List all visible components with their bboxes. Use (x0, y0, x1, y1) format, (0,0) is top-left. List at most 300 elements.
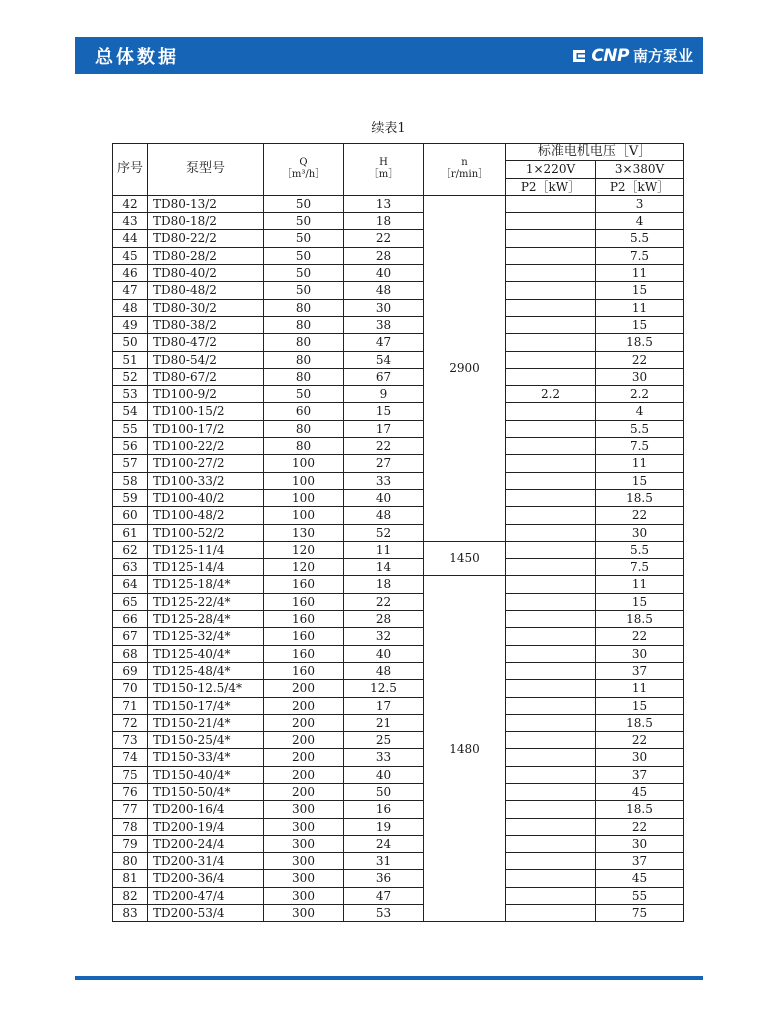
flow-value: 100 (264, 472, 344, 489)
flow-value: 80 (264, 420, 344, 437)
header-voltage: 标准电机电压［V］ (506, 144, 684, 161)
pump-model: TD80-18/2 (148, 213, 264, 230)
single-phase-power (506, 334, 596, 351)
header-flow-symbol: Q (299, 157, 308, 169)
row-number: 83 (113, 905, 148, 922)
speed-value: 2900 (424, 195, 506, 541)
single-phase-power (506, 611, 596, 628)
row-number: 62 (113, 541, 148, 558)
head-value: 48 (344, 282, 424, 299)
table-row (113, 403, 684, 420)
table-row (113, 887, 684, 904)
single-phase-power (506, 680, 596, 697)
head-value: 40 (344, 489, 424, 506)
pump-model: TD200-24/4 (148, 835, 264, 852)
pump-model: TD80-38/2 (148, 316, 264, 333)
single-phase-power (506, 732, 596, 749)
header-head-unit: ［m］ (368, 169, 399, 181)
head-value: 32 (344, 628, 424, 645)
table-row (113, 541, 684, 558)
table-row (113, 316, 684, 333)
row-number: 82 (113, 887, 148, 904)
row-number: 68 (113, 645, 148, 662)
single-phase-power (506, 351, 596, 368)
three-phase-power: 5.5 (596, 420, 684, 437)
single-phase-power (506, 853, 596, 870)
single-phase-power (506, 472, 596, 489)
head-value: 9 (344, 386, 424, 403)
three-phase-power: 18.5 (596, 489, 684, 506)
row-number: 77 (113, 801, 148, 818)
header-head-symbol: H (379, 157, 388, 169)
head-value: 22 (344, 593, 424, 610)
single-phase-power (506, 230, 596, 247)
flow-value: 160 (264, 645, 344, 662)
row-number: 55 (113, 420, 148, 437)
flow-value: 200 (264, 732, 344, 749)
three-phase-power: 15 (596, 282, 684, 299)
row-number: 56 (113, 438, 148, 455)
row-number: 79 (113, 835, 148, 852)
three-phase-power: 30 (596, 368, 684, 385)
pump-model: TD80-13/2 (148, 195, 264, 212)
pump-model: TD80-67/2 (148, 368, 264, 385)
single-phase-power (506, 766, 596, 783)
table-row (113, 835, 684, 852)
table-row (113, 645, 684, 662)
table-row (113, 524, 684, 541)
three-phase-power: 30 (596, 835, 684, 852)
three-phase-power: 22 (596, 351, 684, 368)
header-power-three: P2［kW］ (596, 178, 684, 195)
flow-value: 160 (264, 611, 344, 628)
single-phase-power (506, 714, 596, 731)
cnp-logo-icon (571, 49, 587, 63)
row-number: 61 (113, 524, 148, 541)
head-value: 54 (344, 351, 424, 368)
flow-value: 50 (264, 247, 344, 264)
flow-value: 160 (264, 628, 344, 645)
pump-model: TD125-40/4* (148, 645, 264, 662)
head-value: 14 (344, 559, 424, 576)
single-phase-power (506, 455, 596, 472)
flow-value: 60 (264, 403, 344, 420)
single-phase-power (506, 645, 596, 662)
three-phase-power: 4 (596, 403, 684, 420)
head-value: 22 (344, 438, 424, 455)
table-row (113, 438, 684, 455)
flow-value: 300 (264, 853, 344, 870)
table-row (113, 247, 684, 264)
table-row (113, 334, 684, 351)
three-phase-power: 18.5 (596, 611, 684, 628)
three-phase-power: 15 (596, 593, 684, 610)
table-row (113, 351, 684, 368)
three-phase-power: 22 (596, 507, 684, 524)
pump-model: TD100-9/2 (148, 386, 264, 403)
table-row (113, 611, 684, 628)
flow-value: 200 (264, 783, 344, 800)
flow-value: 200 (264, 749, 344, 766)
three-phase-power: 7.5 (596, 247, 684, 264)
flow-value: 50 (264, 386, 344, 403)
pump-model: TD100-27/2 (148, 455, 264, 472)
pump-model: TD150-25/4* (148, 732, 264, 749)
three-phase-power: 22 (596, 818, 684, 835)
single-phase-power (506, 265, 596, 282)
flow-value: 80 (264, 299, 344, 316)
flow-value: 50 (264, 265, 344, 282)
pump-model: TD200-31/4 (148, 853, 264, 870)
pump-model: TD150-50/4* (148, 783, 264, 800)
row-number: 45 (113, 247, 148, 264)
flow-value: 80 (264, 334, 344, 351)
head-value: 11 (344, 541, 424, 558)
three-phase-power: 18.5 (596, 801, 684, 818)
pump-model: TD200-19/4 (148, 818, 264, 835)
three-phase-power: 18.5 (596, 334, 684, 351)
flow-value: 200 (264, 766, 344, 783)
header-seq: 序号 (113, 144, 148, 196)
single-phase-power (506, 905, 596, 922)
header-three-phase: 3×380V (596, 161, 684, 178)
pump-model: TD150-40/4* (148, 766, 264, 783)
three-phase-power: 30 (596, 749, 684, 766)
table-row (113, 507, 684, 524)
flow-value: 80 (264, 438, 344, 455)
head-value: 33 (344, 749, 424, 766)
table-row (113, 559, 684, 576)
row-number: 49 (113, 316, 148, 333)
header-single-phase: 1×220V (506, 161, 596, 178)
table-row (113, 818, 684, 835)
three-phase-power: 37 (596, 853, 684, 870)
single-phase-power (506, 697, 596, 714)
table-row (113, 368, 684, 385)
pump-model: TD80-54/2 (148, 351, 264, 368)
row-number: 80 (113, 853, 148, 870)
head-value: 28 (344, 611, 424, 628)
three-phase-power: 15 (596, 697, 684, 714)
pump-model: TD100-17/2 (148, 420, 264, 437)
row-number: 70 (113, 680, 148, 697)
three-phase-power: 45 (596, 783, 684, 800)
flow-value: 50 (264, 195, 344, 212)
three-phase-power: 2.2 (596, 386, 684, 403)
single-phase-power (506, 818, 596, 835)
three-phase-power: 11 (596, 680, 684, 697)
row-number: 69 (113, 662, 148, 679)
row-number: 50 (113, 334, 148, 351)
row-number: 65 (113, 593, 148, 610)
row-number: 44 (113, 230, 148, 247)
row-number: 81 (113, 870, 148, 887)
speed-value: 1480 (424, 576, 506, 922)
single-phase-power (506, 593, 596, 610)
single-phase-power (506, 316, 596, 333)
single-phase-power (506, 368, 596, 385)
row-number: 64 (113, 576, 148, 593)
pump-model: TD125-18/4* (148, 576, 264, 593)
table-header (113, 144, 684, 196)
pump-spec-table (112, 143, 684, 922)
header-model: 泵型号 (148, 144, 264, 196)
flow-value: 300 (264, 905, 344, 922)
single-phase-power (506, 299, 596, 316)
three-phase-power: 55 (596, 887, 684, 904)
row-number: 52 (113, 368, 148, 385)
single-phase-power (506, 195, 596, 212)
header-power-single: P2［kW］ (506, 178, 596, 195)
row-number: 71 (113, 697, 148, 714)
head-value: 18 (344, 213, 424, 230)
header-bar (75, 37, 703, 74)
head-value: 47 (344, 887, 424, 904)
header-speed-symbol: n (461, 157, 468, 169)
table-row (113, 420, 684, 437)
single-phase-power (506, 420, 596, 437)
pump-model: TD125-32/4* (148, 628, 264, 645)
pump-model: TD150-33/4* (148, 749, 264, 766)
table-row (113, 472, 684, 489)
flow-value: 80 (264, 316, 344, 333)
table-row (113, 680, 684, 697)
row-number: 78 (113, 818, 148, 835)
flow-value: 200 (264, 680, 344, 697)
table-row (113, 697, 684, 714)
row-number: 47 (113, 282, 148, 299)
table-row (113, 749, 684, 766)
three-phase-power: 5.5 (596, 230, 684, 247)
head-value: 18 (344, 576, 424, 593)
table-row (113, 230, 684, 247)
pump-model: TD125-11/4 (148, 541, 264, 558)
flow-value: 200 (264, 697, 344, 714)
single-phase-power (506, 628, 596, 645)
pump-model: TD125-14/4 (148, 559, 264, 576)
three-phase-power: 3 (596, 195, 684, 212)
footer-rule (75, 976, 703, 980)
table-row (113, 455, 684, 472)
pump-model: TD200-47/4 (148, 887, 264, 904)
single-phase-power (506, 887, 596, 904)
single-phase-power (506, 282, 596, 299)
three-phase-power: 22 (596, 732, 684, 749)
pump-model: TD200-16/4 (148, 801, 264, 818)
table-row (113, 732, 684, 749)
head-value: 17 (344, 420, 424, 437)
single-phase-power (506, 541, 596, 558)
table-row (113, 213, 684, 230)
pump-model: TD100-15/2 (148, 403, 264, 420)
three-phase-power: 11 (596, 265, 684, 282)
single-phase-power (506, 559, 596, 576)
pump-model: TD80-28/2 (148, 247, 264, 264)
header-speed (424, 144, 506, 196)
table-row (113, 870, 684, 887)
flow-value: 300 (264, 818, 344, 835)
row-number: 60 (113, 507, 148, 524)
table-row (113, 783, 684, 800)
row-number: 43 (113, 213, 148, 230)
head-value: 40 (344, 766, 424, 783)
head-value: 25 (344, 732, 424, 749)
three-phase-power: 37 (596, 766, 684, 783)
three-phase-power: 75 (596, 905, 684, 922)
speed-value: 1450 (424, 541, 506, 576)
table-row (113, 593, 684, 610)
head-value: 38 (344, 316, 424, 333)
table-row (113, 766, 684, 783)
brand-mark: CNP (591, 45, 629, 66)
head-value: 48 (344, 507, 424, 524)
table-row (113, 905, 684, 922)
table-row (113, 576, 684, 593)
three-phase-power: 11 (596, 455, 684, 472)
table-caption: 续表1 (371, 121, 406, 136)
brand (571, 45, 693, 66)
flow-value: 160 (264, 576, 344, 593)
row-number: 74 (113, 749, 148, 766)
pump-model: TD125-22/4* (148, 593, 264, 610)
single-phase-power (506, 870, 596, 887)
pump-model: TD125-48/4* (148, 662, 264, 679)
head-value: 12.5 (344, 680, 424, 697)
head-value: 47 (344, 334, 424, 351)
single-phase-power (506, 576, 596, 593)
table-row (113, 662, 684, 679)
single-phase-power (506, 783, 596, 800)
flow-value: 120 (264, 559, 344, 576)
head-value: 22 (344, 230, 424, 247)
head-value: 33 (344, 472, 424, 489)
table-row (113, 628, 684, 645)
three-phase-power: 30 (596, 524, 684, 541)
flow-value: 100 (264, 489, 344, 506)
table-row (113, 853, 684, 870)
head-value: 28 (344, 247, 424, 264)
pump-model: TD100-33/2 (148, 472, 264, 489)
head-value: 53 (344, 905, 424, 922)
table-row (113, 489, 684, 506)
three-phase-power: 22 (596, 628, 684, 645)
single-phase-power (506, 749, 596, 766)
flow-value: 120 (264, 541, 344, 558)
row-number: 72 (113, 714, 148, 731)
header-speed-unit: ［r/min］ (440, 169, 489, 181)
head-value: 48 (344, 662, 424, 679)
single-phase-power (506, 403, 596, 420)
single-phase-power: 2.2 (506, 386, 596, 403)
three-phase-power: 7.5 (596, 438, 684, 455)
single-phase-power (506, 213, 596, 230)
head-value: 40 (344, 265, 424, 282)
header-head (344, 144, 424, 196)
pump-model: TD80-48/2 (148, 282, 264, 299)
pump-model: TD80-30/2 (148, 299, 264, 316)
row-number: 58 (113, 472, 148, 489)
pump-model: TD200-53/4 (148, 905, 264, 922)
row-number: 54 (113, 403, 148, 420)
flow-value: 100 (264, 507, 344, 524)
flow-value: 130 (264, 524, 344, 541)
table-row (113, 801, 684, 818)
pump-model: TD80-47/2 (148, 334, 264, 351)
three-phase-power: 11 (596, 299, 684, 316)
flow-value: 200 (264, 714, 344, 731)
pump-model: TD80-22/2 (148, 230, 264, 247)
flow-value: 300 (264, 835, 344, 852)
pump-model: TD80-40/2 (148, 265, 264, 282)
row-number: 53 (113, 386, 148, 403)
flow-value: 160 (264, 593, 344, 610)
head-value: 19 (344, 818, 424, 835)
head-value: 30 (344, 299, 424, 316)
three-phase-power: 18.5 (596, 714, 684, 731)
single-phase-power (506, 438, 596, 455)
flow-value: 50 (264, 213, 344, 230)
row-number: 63 (113, 559, 148, 576)
head-value: 21 (344, 714, 424, 731)
pump-model: TD100-48/2 (148, 507, 264, 524)
single-phase-power (506, 801, 596, 818)
single-phase-power (506, 489, 596, 506)
three-phase-power: 11 (596, 576, 684, 593)
head-value: 16 (344, 801, 424, 818)
three-phase-power: 45 (596, 870, 684, 887)
three-phase-power: 15 (596, 472, 684, 489)
table-row (113, 265, 684, 282)
flow-value: 300 (264, 870, 344, 887)
three-phase-power: 5.5 (596, 541, 684, 558)
row-number: 51 (113, 351, 148, 368)
flow-value: 100 (264, 455, 344, 472)
table-row (113, 714, 684, 731)
head-value: 67 (344, 368, 424, 385)
pump-model: TD100-22/2 (148, 438, 264, 455)
flow-value: 160 (264, 662, 344, 679)
row-number: 73 (113, 732, 148, 749)
flow-value: 300 (264, 801, 344, 818)
pump-model: TD100-52/2 (148, 524, 264, 541)
head-value: 15 (344, 403, 424, 420)
pump-model: TD200-36/4 (148, 870, 264, 887)
single-phase-power (506, 524, 596, 541)
three-phase-power: 15 (596, 316, 684, 333)
head-value: 13 (344, 195, 424, 212)
header-flow-unit: ［m³/h］ (281, 169, 326, 181)
header-flow (264, 144, 344, 196)
table-body (113, 195, 684, 921)
single-phase-power (506, 507, 596, 524)
table-row (113, 282, 684, 299)
row-number: 48 (113, 299, 148, 316)
head-value: 52 (344, 524, 424, 541)
row-number: 46 (113, 265, 148, 282)
row-number: 76 (113, 783, 148, 800)
single-phase-power (506, 247, 596, 264)
flow-value: 300 (264, 887, 344, 904)
head-value: 24 (344, 835, 424, 852)
pump-model: TD150-17/4* (148, 697, 264, 714)
flow-value: 80 (264, 368, 344, 385)
pump-model: TD125-28/4* (148, 611, 264, 628)
single-phase-power (506, 662, 596, 679)
pump-model: TD100-40/2 (148, 489, 264, 506)
brand-name: 南方泵业 (632, 47, 693, 65)
flow-value: 50 (264, 282, 344, 299)
three-phase-power: 30 (596, 645, 684, 662)
